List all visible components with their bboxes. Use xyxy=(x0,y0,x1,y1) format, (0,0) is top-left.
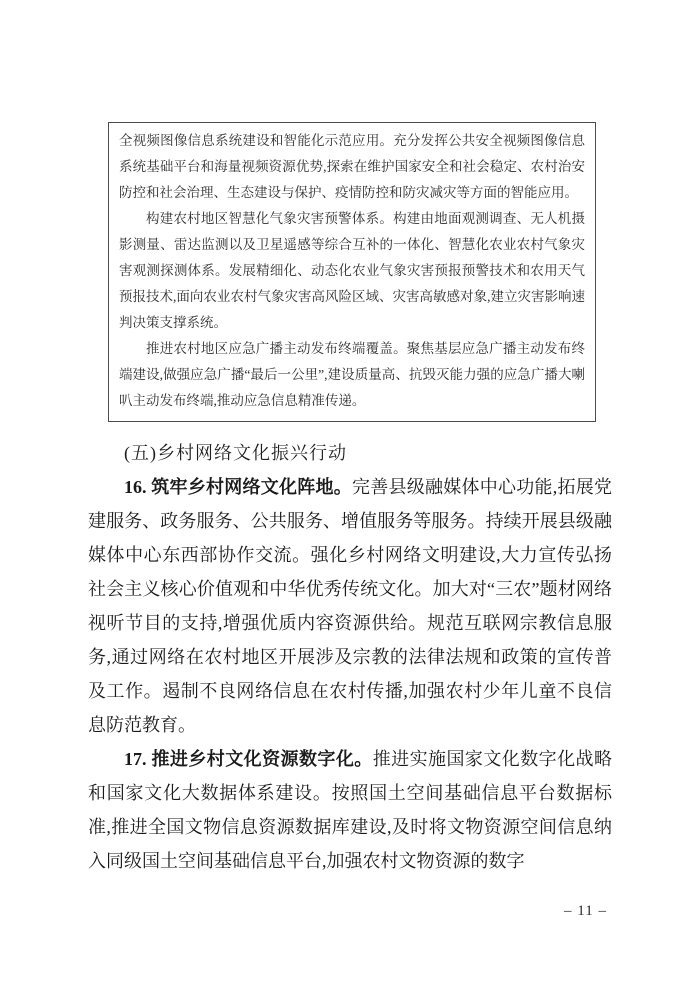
paragraph-lead: 17. 推进乡村文化资源数字化。 xyxy=(124,749,373,769)
section-heading: (五)乡村网络文化振兴行动 xyxy=(124,443,347,463)
excerpt-paragraph: 推进农村地区应急广播主动发布终端覆盖。聚焦基层应急广播主动发布终端建设,做强应急广播“最后一公里”,建设质量高、抗毁灭能力强的应急广播大喇叭主动发布终端,推动应急信息精准传递。 xyxy=(119,341,585,408)
body-paragraph xyxy=(88,742,612,878)
paragraph-body: 推进实施国家文化数字化战略和国家文化大数据体系建设。按照国土空间基础信息平台数据标准,推进全国文物信息资源数据库建设,及时将文物资源空间信息纳入同级国土空间基础信息平台,加强农村文物资源的数字 xyxy=(88,749,612,871)
excerpt-paragraph: 全视频图像信息系统建设和智能化示范应用。充分发挥公共安全视频图像信息系统基础平台和海量视频资源优势,探索在维护国家安全和社会稳定、农村治安防控和社会治理、生态建设与保护、疫情防控和防灾减灾等方面的智能应用。 xyxy=(119,133,585,200)
page-number: – 11 – xyxy=(564,903,607,919)
excerpt-paragraph: 构建农村地区智慧化气象灾害预警体系。构建由地面观测调查、无人机摄影测量、雷达监测以及卫星遥感等综合互补的一体化、智慧化农业农村气象灾害观测探测体系。发展精细化、动态化农业气象灾害预报预警技术和农用天气预报技术,面向农业农村气象灾害高风险区域、灾害高敏感对象,建立灾害影响速判决策支撑系统。 xyxy=(119,211,585,330)
paragraph-lead: 16. 筑牢乡村网络文化阵地。 xyxy=(124,477,352,497)
body-paragraphs xyxy=(88,470,612,878)
excerpt-box xyxy=(108,122,596,422)
paragraph-body: 完善县级融媒体中心功能,拓展党建服务、政务服务、公共服务、增值服务等服务。持续开展县级融媒体中心东西部协作交流。强化乡村网络文明建设,大力宣传弘扬社会主义核心价值观和中华优秀传统文化。加大对“三农”题材网络视听节目的支持,增强优质内容资源供给。规范互联网宗教信息服务,通过网络在农村地区开展涉及宗教的法律法规和政策的宣传普及工作。遏制不良网络信息在农村传播,加强农村少年儿童不良信息防范教育。 xyxy=(88,477,612,735)
body-paragraph xyxy=(88,470,612,742)
